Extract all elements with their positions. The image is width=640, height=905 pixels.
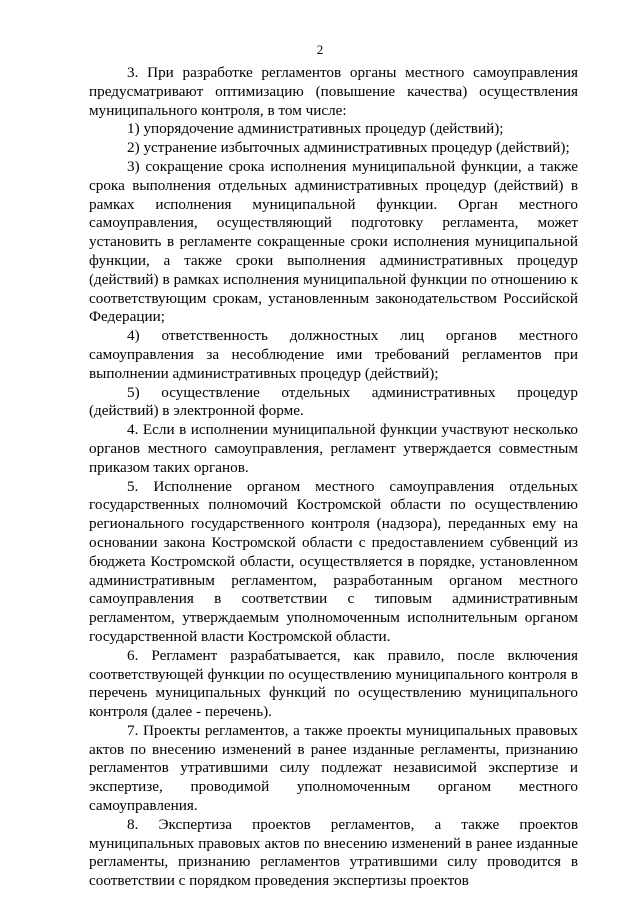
- list-item-1: 1) упорядочение административных процедур (действий);: [127, 120, 504, 138]
- list-item-2: 2) устранение избыточных административных процедур (действий);: [127, 139, 570, 157]
- paragraph-item-8: 8. Экспертиза проектов регламентов, а также проектов муниципальных правовых актов по внесению изменений в ранее изданные регламенты, признанию регламентов утратившими силу проводится в соответствии с порядком проведения экспертизы проектов: [89, 815, 578, 890]
- paragraph-item-4: 4. Если в исполнении муниципальной функции участвуют несколько органов местного самоуправления, регламент утверждается совместным приказом таких органов.: [89, 421, 578, 476]
- paragraph-item-7: 7. Проекты регламентов, а также проекты муниципальных правовых актов по внесению изменений в ранее изданные регламенты, признанию регламентов утратившими силу подлежат независимой экспертизе и экспертизе, проводимой уполномоченным органом местного самоуправления.: [89, 721, 578, 815]
- paragraph-item-6: 6. Регламент разрабатывается, как правило, после включения соответствующей функции по осуществлению муниципального контроля в перечень муниципальных функций по осуществлению муниципального контроля (далее - перечень).: [89, 646, 578, 721]
- paragraph-item-5: 5. Исполнение органом местного самоуправления отдельных государственных полномочий Костромской области по осуществлению регионального государственного контроля (надзора), переданных ему на основании закона Костромской области с предоставлением субвенций из бюджета Костромской области, осуществляется в порядке, установленном административным регламентом, разработанным органом местного самоуправления в соответствии с типовым административным регламентом, утверждаемым уполномоченным исполнительным органом государственной власти Костромской области.: [89, 477, 578, 645]
- list-item-5: 5) осуществление отдельных административных процедур (действий) в электронной форме.: [89, 383, 578, 420]
- paragraph-item-3: 3. При разработке регламентов органы местного самоуправления предусматривают оптимизацию (повышение качества) осуществления муниципального контроля, в том числе:: [89, 64, 578, 119]
- document-body: [89, 64, 578, 891]
- list-item-3: 3) сокращение срока исполнения муниципальной функции, а также срока выполнения отдельных административных процедур (действий) в рамках исполнения муниципальной функции. Орган местного самоуправления, осуществляющий подготовку регламента, может установить в регламенте сокращенные сроки исполнения муниципальной функции, а также сроки выполнения административных процедур (действий) в рамках исполнения муниципальной функции по отношению к соответствующим срокам, установленным законодательством Российской Федерации;: [89, 157, 578, 326]
- list-item-4: 4) ответственность должностных лиц органов местного самоуправления за несоблюдение ими требований регламентов при выполнении административных процедур (действий);: [89, 327, 578, 382]
- page-number: 2: [316, 42, 324, 57]
